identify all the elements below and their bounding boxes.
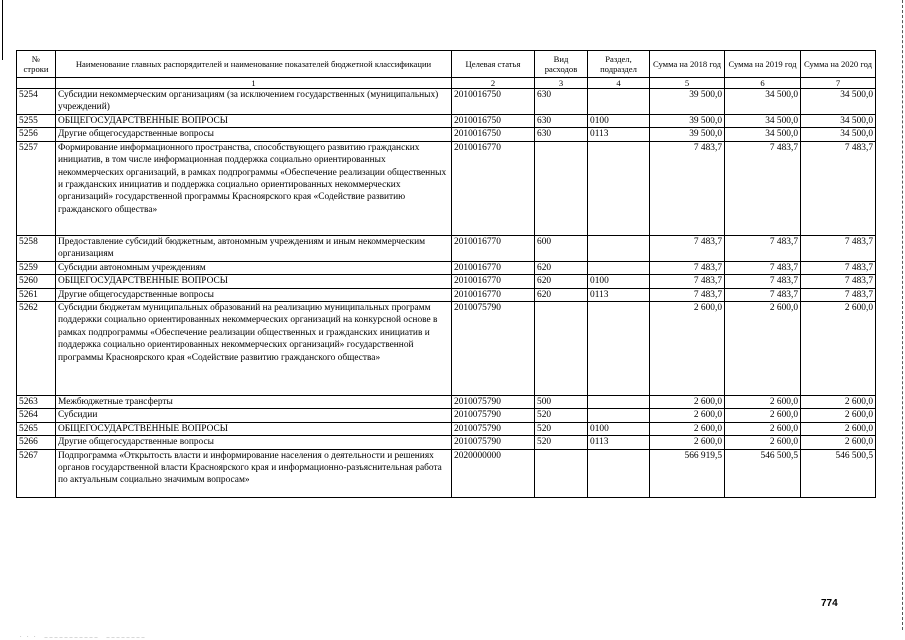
row-sum-2018: 7 483,7 bbox=[650, 261, 725, 274]
row-sum-2018: 7 483,7 bbox=[650, 288, 725, 301]
row-expense-type: 520 bbox=[535, 422, 588, 435]
header-section: Раздел, подраздел bbox=[588, 51, 650, 78]
row-sum-2020: 7 483,7 bbox=[801, 235, 876, 261]
row-section: 0113 bbox=[588, 288, 650, 301]
row-target-code: 2010016770 bbox=[452, 141, 535, 235]
row-name: Субсидии некоммерческим организациям (за исключением государственных (муниципальных) учреждений) bbox=[56, 89, 452, 115]
row-sum-2018: 2 600,0 bbox=[650, 302, 725, 396]
row-expense-type: 620 bbox=[535, 261, 588, 274]
row-section bbox=[588, 235, 650, 261]
table-header-row bbox=[17, 51, 876, 78]
row-section bbox=[588, 396, 650, 409]
column-number-row bbox=[17, 78, 876, 89]
row-sum-2018: 2 600,0 bbox=[650, 396, 725, 409]
column-number: 4 bbox=[588, 78, 650, 89]
table-row bbox=[17, 128, 876, 141]
row-section bbox=[588, 261, 650, 274]
row-target-code: 2010016770 bbox=[452, 235, 535, 261]
row-sum-2019: 2 600,0 bbox=[725, 409, 801, 422]
row-sum-2019: 7 483,7 bbox=[725, 261, 801, 274]
row-sum-2020: 7 483,7 bbox=[801, 141, 876, 235]
row-name: Другие общегосударственные вопросы bbox=[56, 288, 452, 301]
right-margin-dashes bbox=[898, 0, 903, 630]
row-sum-2019: 2 600,0 bbox=[725, 302, 801, 396]
row-sum-2018: 39 500,0 bbox=[650, 115, 725, 128]
row-section: 0100 bbox=[588, 422, 650, 435]
row-sum-2019: 34 500,0 bbox=[725, 89, 801, 115]
row-expense-type: 620 bbox=[535, 275, 588, 288]
row-target-code: 2010016750 bbox=[452, 115, 535, 128]
header-name: Наименование главных распорядителей и наименование показателей бюджетной классификации bbox=[56, 51, 452, 78]
row-number: 5262 bbox=[17, 302, 56, 396]
row-number: 5260 bbox=[17, 275, 56, 288]
row-sum-2020: 34 500,0 bbox=[801, 115, 876, 128]
table-row bbox=[17, 449, 876, 497]
column-number: 1 bbox=[56, 78, 452, 89]
row-expense-type: 520 bbox=[535, 436, 588, 449]
row-sum-2019: 34 500,0 bbox=[725, 115, 801, 128]
row-sum-2020: 2 600,0 bbox=[801, 436, 876, 449]
bottom-scan-marks: . . . ___________ ________ bbox=[20, 633, 147, 639]
row-name: ОБЩЕГОСУДАРСТВЕННЫЕ ВОПРОСЫ bbox=[56, 115, 452, 128]
row-target-code: 2020000000 bbox=[452, 449, 535, 497]
row-number: 5256 bbox=[17, 128, 56, 141]
row-sum-2020: 7 483,7 bbox=[801, 261, 876, 274]
row-sum-2018: 7 483,7 bbox=[650, 275, 725, 288]
table-row bbox=[17, 422, 876, 435]
row-name: Субсидии bbox=[56, 409, 452, 422]
row-sum-2020: 2 600,0 bbox=[801, 396, 876, 409]
row-number: 5263 bbox=[17, 396, 56, 409]
row-target-code: 2010016770 bbox=[452, 288, 535, 301]
row-sum-2018: 39 500,0 bbox=[650, 128, 725, 141]
row-target-code: 2010016750 bbox=[452, 89, 535, 115]
row-target-code: 2010016750 bbox=[452, 128, 535, 141]
row-expense-type bbox=[535, 141, 588, 235]
row-sum-2018: 566 919,5 bbox=[650, 449, 725, 497]
row-number: 5267 bbox=[17, 449, 56, 497]
column-number: 2 bbox=[452, 78, 535, 89]
row-target-code: 2010075790 bbox=[452, 422, 535, 435]
row-target-code: 2010075790 bbox=[452, 409, 535, 422]
row-name: Подпрограмма «Открытость власти и информирование населения о деятельности и решениях органов государственной власти Красноярского края и информационно-разъяснительная работа по актуальным социально значимым вопросам» bbox=[56, 449, 452, 497]
row-number: 5266 bbox=[17, 436, 56, 449]
row-target-code: 2010075790 bbox=[452, 436, 535, 449]
row-name: Субсидии бюджетам муниципальных образований на реализацию муниципальных программ поддержки социально ориентированных некоммерческих организаций на конкурсной основе в рамках подпрограммы «Обеспечение реализации общественных и гражданских инициатив и поддержка социально ориентированных некоммерческих организаций» государственной программы Красноярского края «Содействие развитию гражданского общества» bbox=[56, 302, 452, 396]
column-number: 7 bbox=[801, 78, 876, 89]
row-number: 5259 bbox=[17, 261, 56, 274]
row-sum-2019: 2 600,0 bbox=[725, 436, 801, 449]
row-section: 0100 bbox=[588, 275, 650, 288]
table-row bbox=[17, 396, 876, 409]
row-expense-type bbox=[535, 302, 588, 396]
header-row-no: № строки bbox=[17, 51, 56, 78]
row-expense-type bbox=[535, 449, 588, 497]
row-sum-2020: 2 600,0 bbox=[801, 422, 876, 435]
row-name: Другие общегосударственные вопросы bbox=[56, 128, 452, 141]
row-target-code: 2010075790 bbox=[452, 302, 535, 396]
row-target-code: 2010075790 bbox=[452, 396, 535, 409]
row-sum-2020: 2 600,0 bbox=[801, 302, 876, 396]
table-row bbox=[17, 261, 876, 274]
row-number: 5255 bbox=[17, 115, 56, 128]
header-sum-2018: Сумма на 2018 год bbox=[650, 51, 725, 78]
row-section: 0113 bbox=[588, 436, 650, 449]
column-number: 5 bbox=[650, 78, 725, 89]
row-target-code: 2010016770 bbox=[452, 275, 535, 288]
row-sum-2018: 2 600,0 bbox=[650, 409, 725, 422]
row-expense-type: 630 bbox=[535, 128, 588, 141]
table-row bbox=[17, 288, 876, 301]
row-expense-type: 500 bbox=[535, 396, 588, 409]
row-number: 5264 bbox=[17, 409, 56, 422]
row-sum-2019: 7 483,7 bbox=[725, 288, 801, 301]
row-name: Предоставление субсидий бюджетным, автономным учреждениям и иным некоммерческим организациям bbox=[56, 235, 452, 261]
row-sum-2019: 546 500,5 bbox=[725, 449, 801, 497]
header-sum-2019: Сумма на 2019 год bbox=[725, 51, 801, 78]
header-expense-type: Вид расходов bbox=[535, 51, 588, 78]
row-sum-2018: 2 600,0 bbox=[650, 422, 725, 435]
left-margin-rule bbox=[2, 0, 3, 60]
row-number: 5265 bbox=[17, 422, 56, 435]
table-row bbox=[17, 89, 876, 115]
row-name: ОБЩЕГОСУДАРСТВЕННЫЕ ВОПРОСЫ bbox=[56, 275, 452, 288]
row-number: 5261 bbox=[17, 288, 56, 301]
row-sum-2019: 7 483,7 bbox=[725, 235, 801, 261]
row-target-code: 2010016770 bbox=[452, 261, 535, 274]
column-number: 3 bbox=[535, 78, 588, 89]
row-sum-2019: 7 483,7 bbox=[725, 141, 801, 235]
row-sum-2018: 7 483,7 bbox=[650, 235, 725, 261]
table-row bbox=[17, 302, 876, 396]
row-expense-type: 520 bbox=[535, 409, 588, 422]
row-sum-2020: 34 500,0 bbox=[801, 128, 876, 141]
row-sum-2019: 2 600,0 bbox=[725, 396, 801, 409]
row-name: Другие общегосударственные вопросы bbox=[56, 436, 452, 449]
row-name: Межбюджетные трансферты bbox=[56, 396, 452, 409]
row-section: 0113 bbox=[588, 128, 650, 141]
row-sum-2019: 7 483,7 bbox=[725, 275, 801, 288]
budget-table bbox=[16, 50, 876, 498]
row-sum-2020: 7 483,7 bbox=[801, 275, 876, 288]
column-number bbox=[17, 78, 56, 89]
row-sum-2020: 34 500,0 bbox=[801, 89, 876, 115]
row-name: Формирование информационного пространства, способствующего развитию гражданских инициатив, в том числе информационная поддержка социально ориентированных некоммерческих организаций, в рамках подпрограммы «Обеспечение реализации общественных и гражданских инициатив и поддержка социально ориентированных некоммерческих организаций» государственной программы Красноярского края «Содействие развитию гражданского общества» bbox=[56, 141, 452, 235]
row-expense-type: 620 bbox=[535, 288, 588, 301]
row-sum-2020: 2 600,0 bbox=[801, 409, 876, 422]
row-section bbox=[588, 409, 650, 422]
row-number: 5257 bbox=[17, 141, 56, 235]
row-number: 5254 bbox=[17, 89, 56, 115]
row-expense-type: 630 bbox=[535, 89, 588, 115]
row-sum-2018: 7 483,7 bbox=[650, 141, 725, 235]
page-number: 774 bbox=[821, 598, 838, 609]
table-row bbox=[17, 275, 876, 288]
row-section bbox=[588, 449, 650, 497]
row-expense-type: 600 bbox=[535, 235, 588, 261]
table-row bbox=[17, 141, 876, 235]
table-row bbox=[17, 235, 876, 261]
row-name: ОБЩЕГОСУДАРСТВЕННЫЕ ВОПРОСЫ bbox=[56, 422, 452, 435]
row-section bbox=[588, 141, 650, 235]
row-section bbox=[588, 89, 650, 115]
row-sum-2019: 2 600,0 bbox=[725, 422, 801, 435]
table-row bbox=[17, 436, 876, 449]
table-row bbox=[17, 409, 876, 422]
row-sum-2019: 34 500,0 bbox=[725, 128, 801, 141]
row-sum-2020: 546 500,5 bbox=[801, 449, 876, 497]
row-sum-2020: 7 483,7 bbox=[801, 288, 876, 301]
row-section bbox=[588, 302, 650, 396]
row-number: 5258 bbox=[17, 235, 56, 261]
header-target: Целевая статья bbox=[452, 51, 535, 78]
row-expense-type: 630 bbox=[535, 115, 588, 128]
row-name: Субсидии автономным учреждениям bbox=[56, 261, 452, 274]
header-sum-2020: Сумма на 2020 год bbox=[801, 51, 876, 78]
row-sum-2018: 39 500,0 bbox=[650, 89, 725, 115]
row-section: 0100 bbox=[588, 115, 650, 128]
table-row bbox=[17, 115, 876, 128]
column-number: 6 bbox=[725, 78, 801, 89]
row-sum-2018: 2 600,0 bbox=[650, 436, 725, 449]
